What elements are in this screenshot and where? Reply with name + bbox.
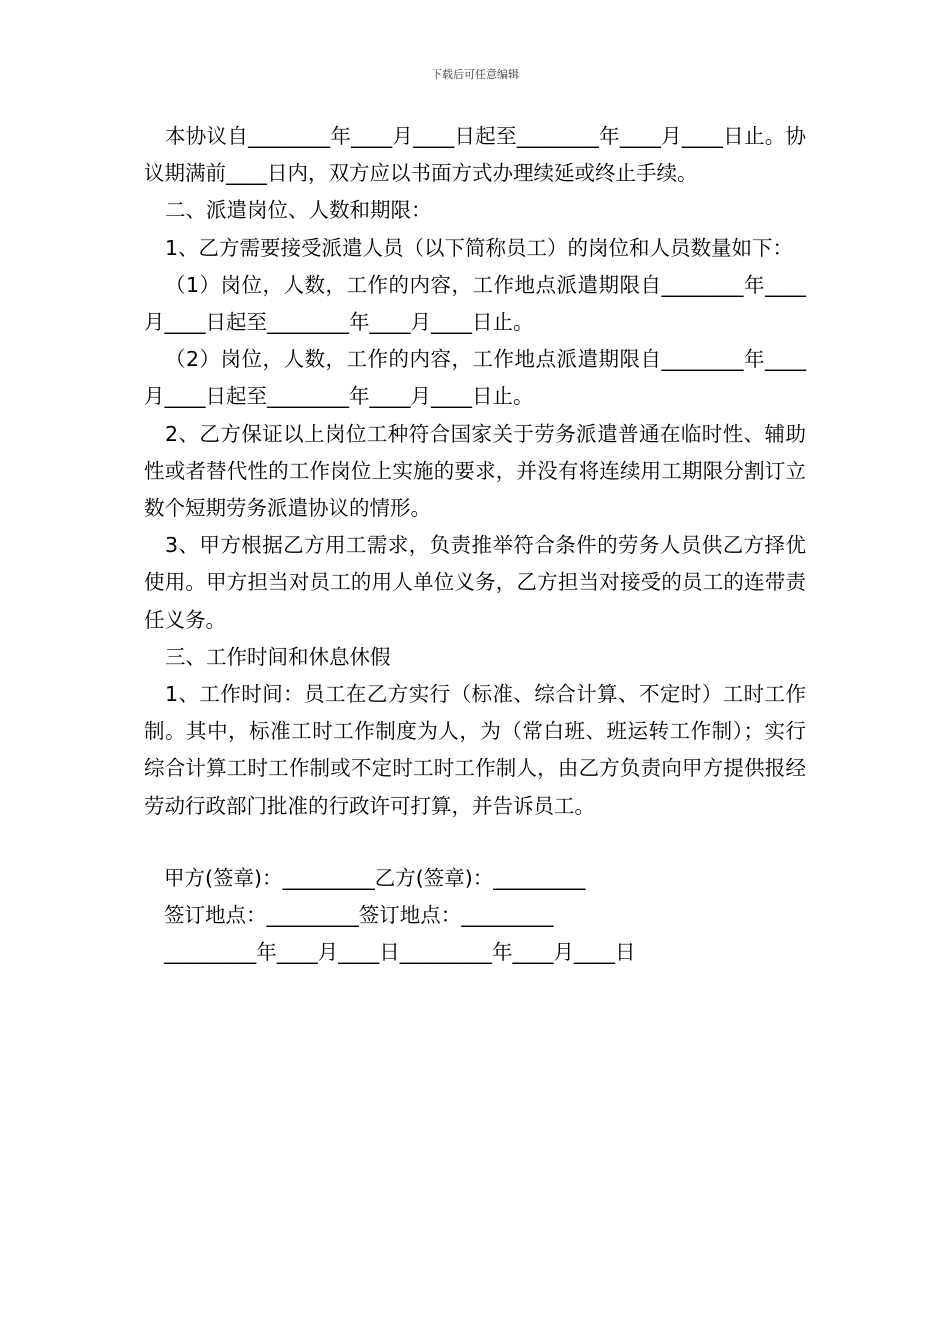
signature-line-date: _________年____月____日_________年____月____日 (164, 940, 636, 965)
signature-line-place: 签订地点：_________签订地点：_________ (164, 903, 554, 928)
paragraph-work-time: 1、工作时间：员工在乙方实行（标准、综合计算、不定时）工时工作制。其中，标准工时工作制度为人，为（常白班、班运转工作制）；实行综合计算工时工作制或不定时工时工作制人，由乙方负责向甲方提供报经劳动行政部门批准的行政许可打算，并告诉员工。 (144, 682, 806, 818)
agreement-body (144, 118, 806, 825)
paragraph-position-1: （1）岗位，人数，工作的内容，工作地点派遣期限自________年____月____日起至________年____月____日止。 (144, 272, 806, 335)
paragraph-positions-intro: 1、乙方需要接受派遣人员（以下简称员工）的岗位和人员数量如下： (165, 235, 794, 260)
paragraph-guarantee: 2、乙方保证以上岗位工种符合国家关于劳务派遣普通在临时性、辅助性或者替代性的工作岗位上实施的要求，并没有将连续用工期限分割订立数个短期劳务派遣协议的情形。 (144, 421, 806, 521)
header-note: 下载后可任意编辑 (431, 68, 519, 81)
paragraph-term: 本协议自________年____月____日起至________年____月____日止。协议期满前____日内，双方应以书面方式办理续延或终止手续。 (144, 124, 806, 186)
paragraph-obligations: 3、甲方根据乙方用工需求，负责推举符合条件的劳务人员供乙方择优使用。甲方担当对员工的用人单位义务，乙方担当对接受的员工的连带责任义务。 (144, 533, 806, 632)
section-heading-positions: 二、派遣岗位、人数和期限： (165, 198, 432, 223)
paragraph-position-2: （2）岗位，人数，工作的内容，工作地点派遣期限自________年____月____日起至________年____月____日止。 (144, 347, 806, 409)
signature-block (164, 860, 636, 972)
section-heading-work-time: 三、工作时间和休息休假 (165, 644, 391, 669)
signature-line-seal: 甲方(签章)：_________乙方(签章)：_________ (164, 866, 586, 890)
